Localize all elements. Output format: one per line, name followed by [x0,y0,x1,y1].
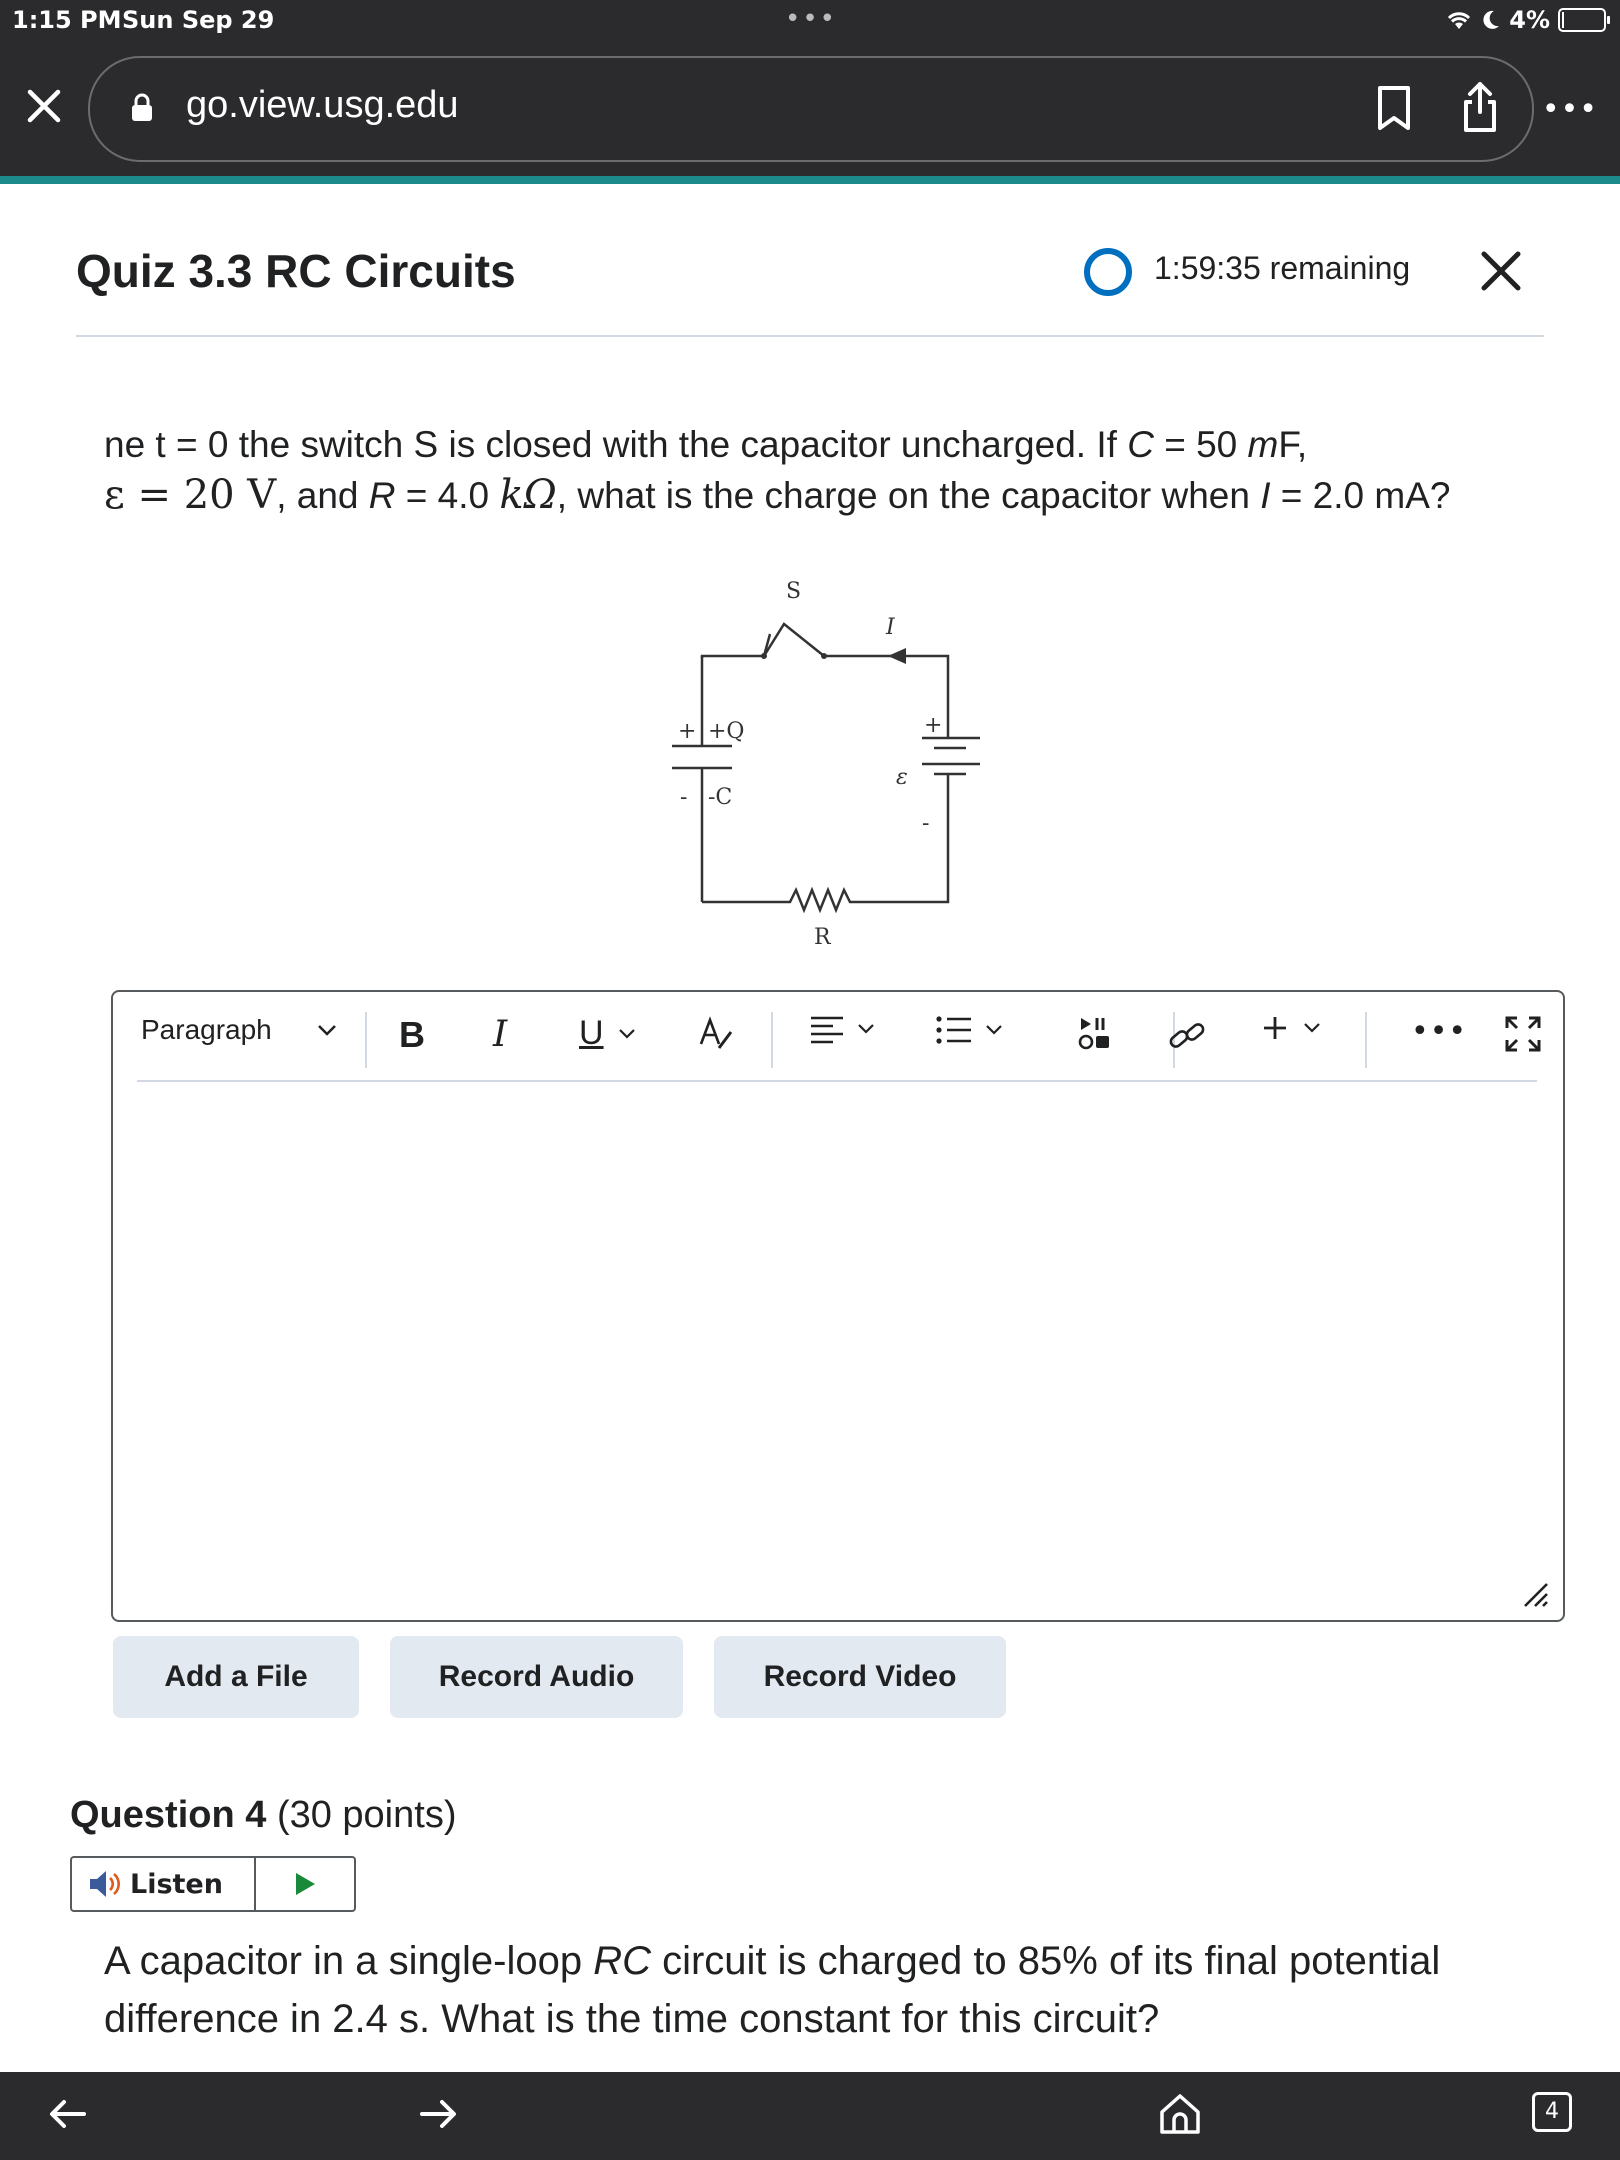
fullscreen-icon[interactable] [1503,1014,1543,1054]
question-3-text [104,420,1524,521]
q4-text-part: circuit is charged to 85% of its final potential difference in 2.4 s. What is the time constant for this circuit? [104,1939,1441,2041]
q3-emf-equals: = [124,472,184,518]
record-audio-button[interactable]: Record Audio [390,1636,683,1718]
timer-ring-icon[interactable] [1084,248,1132,296]
toolbar-divider [137,1080,1537,1082]
status-bar [0,0,1620,40]
q3-emf-symbol: ε [104,472,125,518]
q3-var-r: R [368,475,396,516]
browser-bar [0,40,1620,176]
q3-emf-value: 20 V [183,472,277,518]
q3-var-c: C [1127,424,1154,465]
bulleted-list-icon [935,1014,973,1046]
label-minus-left: - [680,785,688,810]
q3-text-part: = 50 [1153,424,1248,465]
label-capacitor: -C [708,785,733,810]
address-bar[interactable] [88,56,1534,162]
insert-dropdown[interactable] [1261,1014,1321,1042]
underline-label: U [579,1014,604,1052]
url-text[interactable]: go.view.usg.edu [186,84,459,126]
speaker-icon [88,1869,122,1899]
toolbar-separator [771,1012,773,1068]
label-emf: ε [896,765,908,790]
quiz-title: Quiz 3.3 RC Circuits [76,245,516,297]
q4-text-part: A capacitor in a single-loop [104,1939,594,1983]
block-format-label: Paragraph [141,1014,272,1045]
plus-icon [1261,1014,1289,1042]
bold-button[interactable]: B [399,1014,425,1055]
q3-text-part: = 2.0 mA? [1270,475,1451,516]
header-divider [76,335,1544,337]
status-indicators [1445,6,1606,34]
back-arrow-icon[interactable] [48,2096,88,2132]
insert-link-icon[interactable] [1167,1018,1209,1056]
listen-button[interactable] [72,1858,256,1910]
chevron-down-icon [985,1024,1003,1036]
toolbar-separator [1365,1012,1367,1068]
listen-label: Listen [130,1868,223,1900]
home-icon[interactable] [1158,2092,1202,2136]
label-resistor: R [814,925,831,950]
label-minus-right: - [922,811,930,836]
q3-text-part: F, [1278,424,1308,465]
editor-text-area[interactable] [137,1092,1537,1592]
block-format-dropdown[interactable] [141,1014,338,1046]
q3-text-part: , and [276,475,369,516]
q3-kohm: kΩ [499,472,557,518]
align-dropdown[interactable] [809,1014,875,1044]
question-4-label: Question 4 [70,1794,267,1836]
list-dropdown[interactable] [935,1014,1003,1046]
close-icon[interactable] [22,84,66,128]
q3-unit-m: m [1247,424,1279,465]
chevron-down-icon [857,1023,875,1035]
label-plus-right: + [924,713,943,738]
label-plus-left: + [678,719,697,744]
battery-percent: 4% [1509,6,1550,34]
label-switch: S [786,579,802,604]
browser-bottom-bar [0,2072,1620,2160]
add-file-button[interactable]: Add a File [113,1636,359,1718]
chevron-down-icon [618,1028,636,1040]
share-icon[interactable] [1460,80,1500,134]
moon-icon [1481,9,1501,31]
lock-icon [130,92,154,122]
align-left-icon [809,1014,845,1044]
insert-media-icon[interactable] [1077,1014,1117,1054]
q4-rc-italic: RC [593,1939,651,1983]
chevron-down-icon [316,1023,338,1037]
label-charge: +Q [708,719,745,744]
toolbar-separator [365,1012,367,1068]
record-video-button[interactable]: Record Video [714,1636,1006,1718]
editor-toolbar [113,992,1563,1080]
listen-widget[interactable] [70,1856,356,1912]
answer-editor[interactable] [111,990,1565,1622]
battery-level-fill [1562,12,1564,28]
tabs-button[interactable]: 4 [1532,2092,1572,2132]
time-remaining: 1:59:35 remaining [1154,250,1411,286]
battery-icon [1558,8,1606,32]
status-time: 1:15 PM [12,6,122,34]
wifi-icon [1445,9,1473,31]
more-options-icon[interactable]: ••• [1541,92,1598,127]
switch-node [821,653,827,659]
chevron-down-icon [1303,1022,1321,1034]
label-current: I [886,615,895,640]
page-accent-line [0,176,1620,184]
q3-var-i: I [1260,475,1271,516]
q3-text-part: , what is the charge on the capacitor when [556,475,1261,516]
resize-handle-icon[interactable] [1519,1578,1551,1610]
q3-text-part: ne t = 0 the switch S is closed with the capacitor uncharged. If [104,424,1128,465]
text-color-icon[interactable] [697,1014,737,1056]
current-arrow-icon [888,648,906,664]
quiz-close-icon[interactable] [1478,248,1524,294]
underline-button[interactable] [579,1014,636,1053]
italic-button[interactable]: I [493,1014,508,1055]
switch-node [761,653,767,659]
play-button[interactable] [256,1858,354,1910]
question-4-heading [70,1794,456,1837]
q3-text-part: = 4.0 [395,475,500,516]
status-date: Sun Sep 29 [122,6,275,34]
rc-circuit-diagram [660,568,1000,958]
forward-arrow-icon[interactable] [418,2096,458,2132]
question-4-text [104,1932,1524,2048]
question-4-points: (30 points) [276,1794,457,1836]
bookmark-icon[interactable] [1374,84,1414,132]
play-icon [293,1871,317,1897]
more-actions-icon[interactable]: ••• [1411,1014,1468,1049]
multitasking-dots-icon[interactable]: ••• [785,4,838,34]
